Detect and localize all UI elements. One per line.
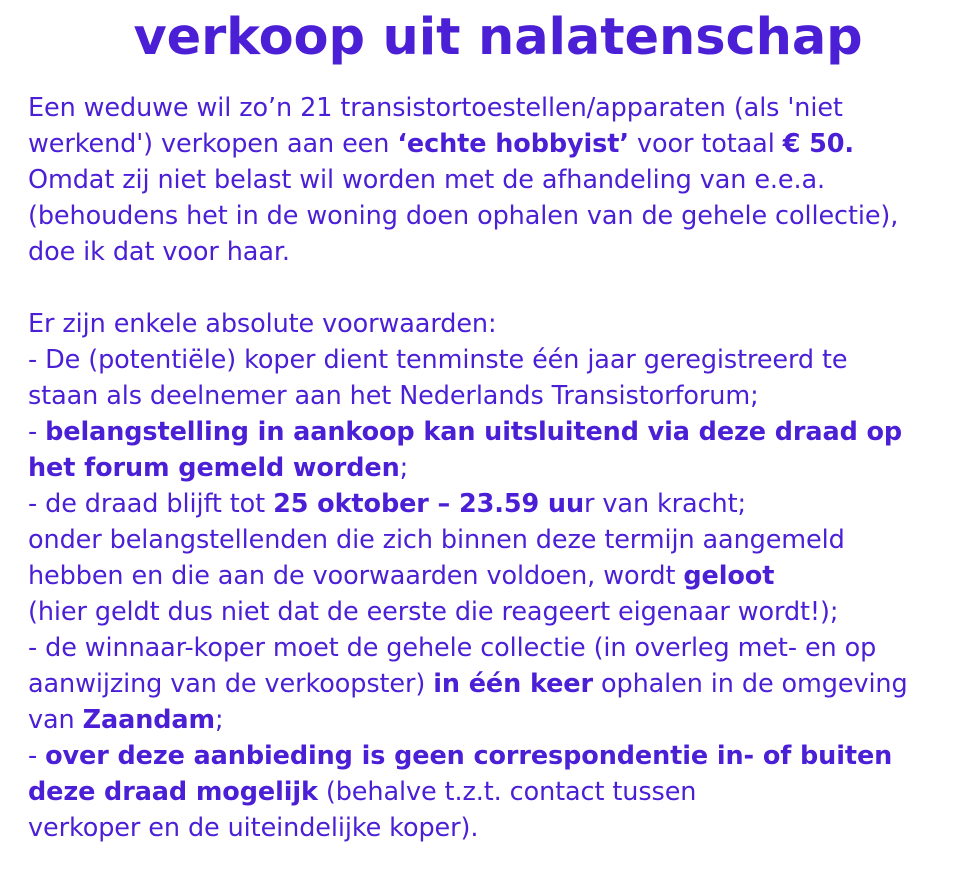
text-line [28, 630, 958, 666]
text-line [28, 702, 958, 738]
text-line [28, 486, 958, 522]
text-segment: aanwijzing van de verkoopster) [28, 669, 434, 699]
text-line [28, 738, 958, 774]
text-segment: voor totaal [628, 129, 783, 159]
text-segment: werkend') verkopen aan een [28, 129, 398, 159]
text-line [28, 198, 958, 234]
text-line [28, 774, 958, 810]
bold-text: belangstelling in aankoop kan uitsluitend via deze draad op [45, 417, 903, 447]
text-line [28, 162, 958, 198]
spacer [28, 270, 958, 306]
text-line [28, 378, 958, 414]
bold-text: het forum gemeld worden [28, 453, 400, 483]
bold-text: geloot [683, 561, 775, 591]
text-segment: - [28, 417, 46, 447]
text-segment: ; [215, 705, 224, 735]
text-segment: - [28, 741, 46, 771]
text-segment: onder belangstellenden die zich binnen deze termijn aangemeld [28, 525, 845, 555]
bold-text: € 50. [782, 129, 854, 159]
text-segment: (hier geldt dus niet dat de eerste die reageert eigenaar wordt!); [28, 597, 839, 627]
text-line [28, 126, 958, 162]
text-segment: r van kracht; [584, 489, 746, 519]
text-segment: hebben en die aan de voorwaarden voldoen, wordt [28, 561, 684, 591]
document-title: verkoop uit nalatenschap [133, 8, 863, 67]
text-line [28, 666, 958, 702]
text-segment: Er zijn enkele absolute voorwaarden: [28, 309, 497, 339]
text-segment: - de draad blijft tot [28, 489, 274, 519]
text-line [28, 414, 958, 450]
bold-text: ‘echte hobbyist’ [397, 129, 629, 159]
text-segment: (behoudens het in de woning doen ophalen van de gehele collectie), [28, 201, 899, 231]
text-segment: verkoper en de uiteindelijke koper). [28, 813, 479, 843]
text-segment: - de winnaar-koper moet de gehele collectie (in overleg met- en op [28, 633, 877, 663]
text-line [28, 342, 958, 378]
text-line [28, 810, 958, 846]
bold-text: deze draad mogelijk [28, 777, 318, 807]
text-segment: (behalve t.z.t. contact tussen [317, 777, 697, 807]
bold-text: 25 oktober – 23.59 uu [273, 489, 585, 519]
text-segment: - De (potentiële) koper dient tenminste één jaar geregistreerd te [28, 345, 848, 375]
text-line [28, 522, 958, 558]
text-segment: Een weduwe wil zo’n 21 transistortoestellen/apparaten (als 'niet [28, 93, 843, 123]
bold-text: over deze aanbieding is geen correspondentie in- of buiten [45, 741, 893, 771]
bold-text: in één keer [433, 669, 593, 699]
conditions-paragraph [28, 306, 958, 846]
intro-paragraph [28, 90, 958, 270]
text-segment: staan als deelnemer aan het Nederlands Transistorforum; [28, 381, 759, 411]
text-segment: ophalen in de omgeving [592, 669, 908, 699]
text-line [28, 558, 958, 594]
text-line [28, 594, 958, 630]
text-segment: doe ik dat voor haar. [28, 237, 290, 267]
text-segment: ; [399, 453, 409, 483]
text-line [28, 450, 958, 486]
text-line [28, 90, 958, 126]
bold-text: Zaandam [82, 705, 215, 735]
text-segment: Omdat zij niet belast wil worden met de afhandeling van e.e.a. [28, 165, 826, 195]
text-segment: van [28, 705, 83, 735]
text-line [28, 234, 958, 270]
text-line [28, 306, 958, 342]
document [28, 8, 958, 846]
